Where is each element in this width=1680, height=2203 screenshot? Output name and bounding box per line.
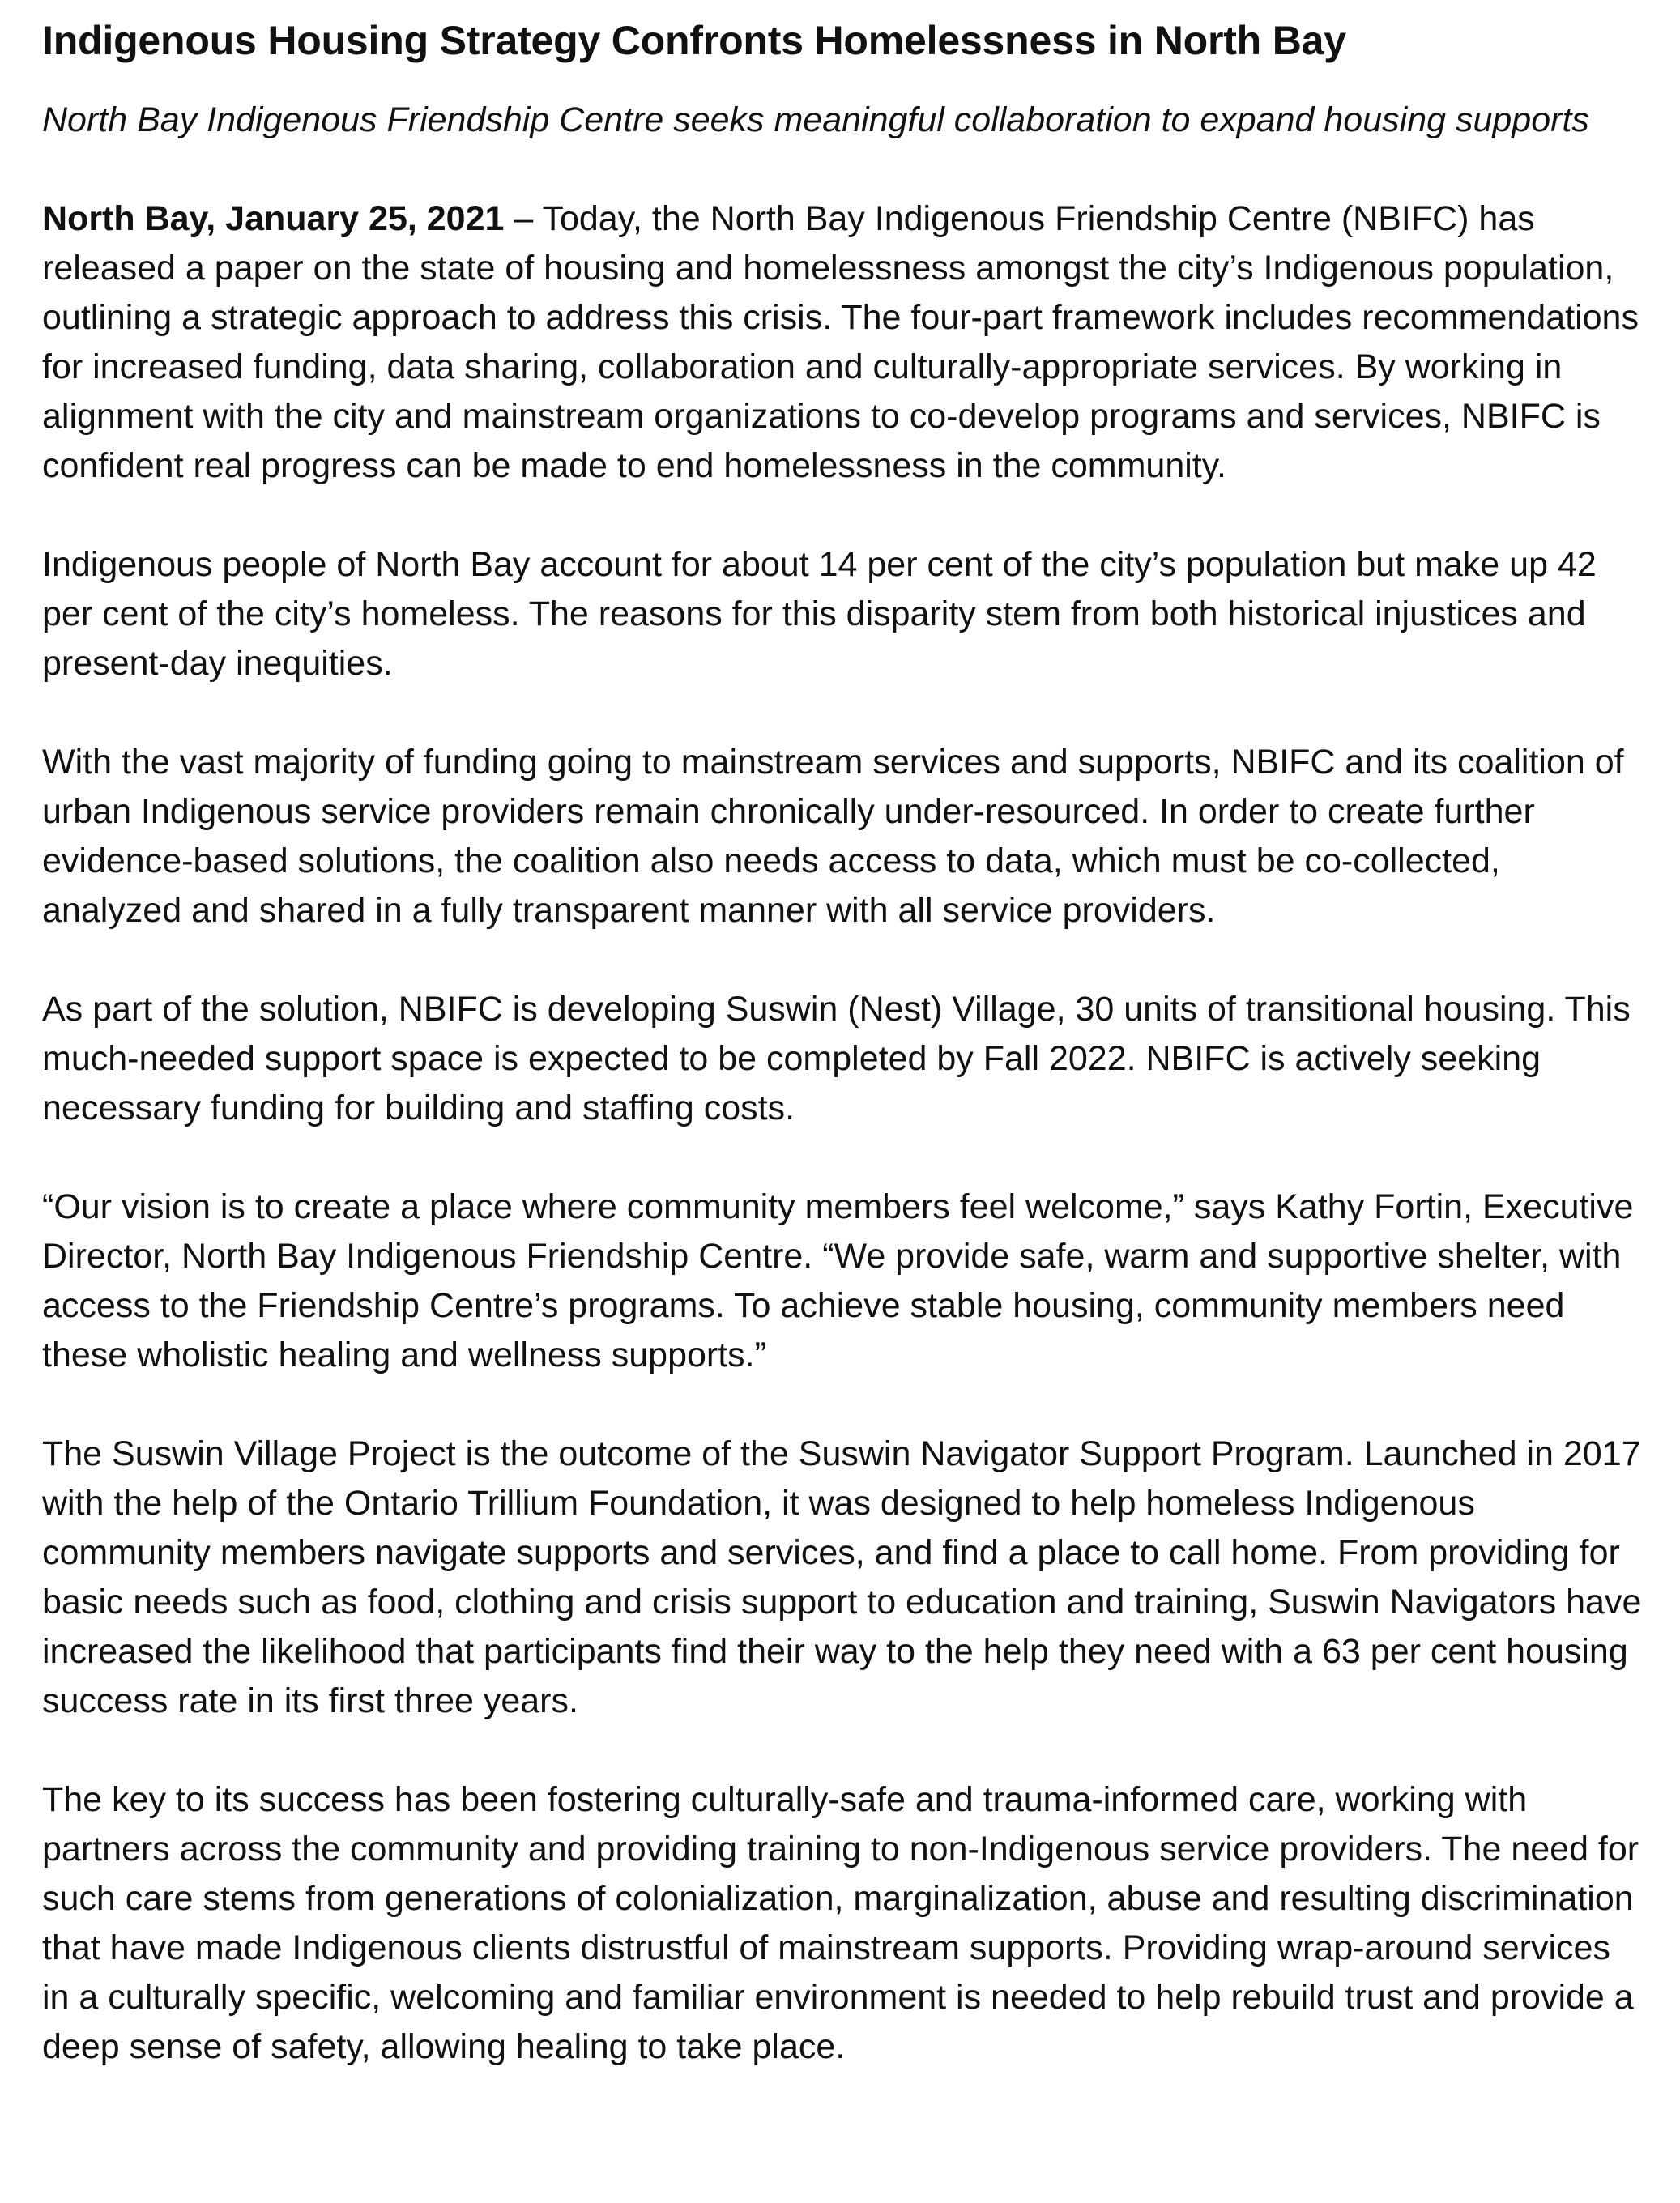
lead-paragraph bbox=[42, 194, 1646, 491]
press-release-page bbox=[42, 15, 1646, 2072]
lead-text: – Today, the North Bay Indigenous Friendship Centre (NBIFC) has released a paper on the state of housing and homelessness amongst the city’s Indigenous population, outlining a strategic approach to address this crisis. The four-part framework includes recommendations for increased funding, data sharing, collaboration and culturally-appropriate services. By working in alignment with the city and mainstream organizations to co-develop programs and services, NBIFC is confident real progress can be made to end homelessness in the community. bbox=[42, 199, 1639, 485]
body-paragraph-navigator-program: The Suswin Village Project is the outcome of the Suswin Navigator Support Program. Launched in 2017 with the help of the Ontario Trillium Foundation, it was designed to help homeless Indigenous community members navigate supports and services, and find a place to call home. From providing for basic needs such as food, clothing and crisis support to education and training, Suswin Navigators have increased the likelihood that participants find their way to the help they need with a 63 per cent housing success rate in its first three years. bbox=[42, 1434, 1642, 1720]
body-paragraph-quote: “Our vision is to create a place where community members feel welcome,” says Kathy Fortin, Executive Director, North Bay Indigenous Friendship Centre. “We provide safe, warm and supportive shelter, with access to the Friendship Centre’s programs. To achieve stable housing, community members need these wholistic healing and wellness supports.” bbox=[42, 1187, 1634, 1374]
body-paragraph-suswin-village: As part of the solution, NBIFC is developing Suswin (Nest) Village, 30 units of transitional housing. This much-needed support space is expected to be completed by Fall 2022. NBIFC is actively seeking necessary funding for building and staffing costs. bbox=[42, 990, 1631, 1127]
body-paragraph-success-factors: The key to its success has been fostering culturally-safe and trauma-informed care, working with partners across the community and providing training to non-Indigenous service providers. The need for such care stems from generations of colonialization, marginalization, abuse and resulting discrimination that have made Indigenous clients distrustful of mainstream supports. Providing wrap-around services in a culturally specific, welcoming and familiar environment is needed to help rebuild trust and provide a deep sense of safety, allowing healing to take place. bbox=[42, 1780, 1639, 2066]
dateline: North Bay, January 25, 2021 bbox=[42, 199, 505, 238]
headline: Indigenous Housing Strategy Confronts Homelessness in North Bay bbox=[42, 18, 1346, 63]
subheadline: North Bay Indigenous Friendship Centre seeks meaningful collaboration to expand housing supports bbox=[42, 100, 1589, 139]
body-paragraph-statistics: Indigenous people of North Bay account for about 14 per cent of the city’s population but make up 42 per cent of the city’s homeless. The reasons for this disparity stem from both historical injustices and present-day inequities. bbox=[42, 545, 1597, 683]
body-paragraph-funding: With the vast majority of funding going to mainstream services and supports, NBIFC and its coalition of urban Indigenous service providers remain chronically under-resourced. In order to create further evidence-based solutions, the coalition also needs access to data, which must be co-collected, analyzed and shared in a fully transparent manner with all service providers. bbox=[42, 743, 1624, 930]
